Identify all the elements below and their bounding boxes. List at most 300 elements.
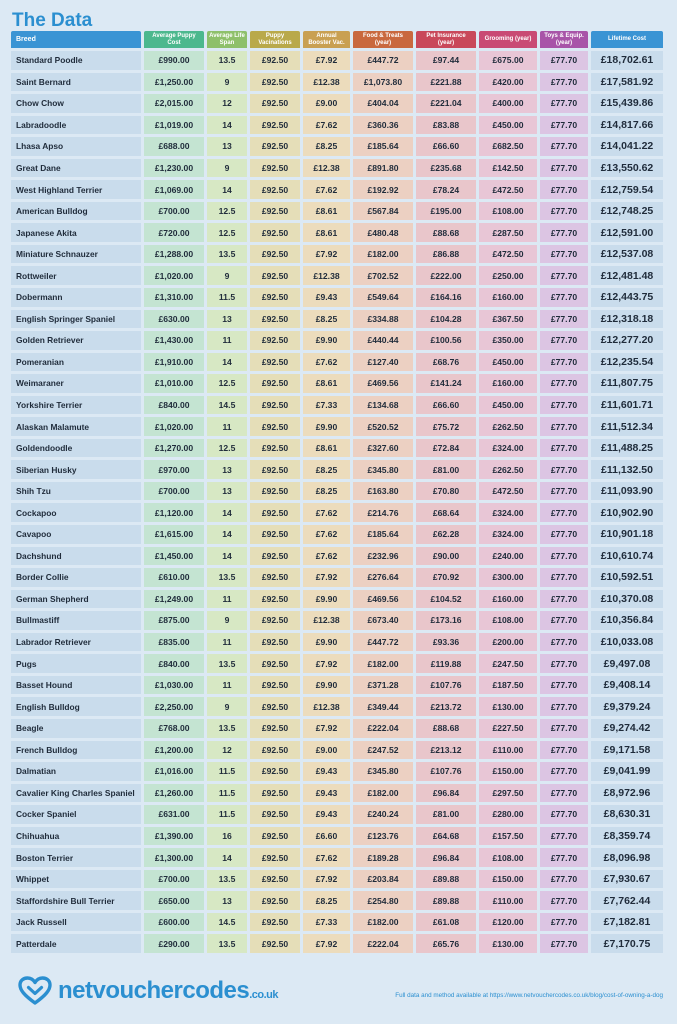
cell-insurance: £164.16 xyxy=(416,288,476,307)
cell-lifetime: £9,274.42 xyxy=(591,719,663,738)
table-row xyxy=(11,223,663,242)
cell-toys: £77.70 xyxy=(540,568,588,587)
cell-lifetime: £8,630.31 xyxy=(591,805,663,824)
cell-toys: £77.70 xyxy=(540,827,588,846)
cell-vaccinations: £92.50 xyxy=(250,934,300,953)
cell-insurance: £70.80 xyxy=(416,482,476,501)
header-booster: Annual Booster Vac. xyxy=(303,31,350,48)
cell-vaccinations: £92.50 xyxy=(250,439,300,458)
cell-food: £222.04 xyxy=(353,934,413,953)
cell-booster: £9.90 xyxy=(303,676,350,695)
cell-life-span: 11 xyxy=(207,590,247,609)
cell-vaccinations: £92.50 xyxy=(250,568,300,587)
table-row xyxy=(11,891,663,910)
table-row xyxy=(11,503,663,522)
cell-toys: £77.70 xyxy=(540,525,588,544)
cell-lifetime: £11,488.25 xyxy=(591,439,663,458)
cell-lifetime: £7,182.81 xyxy=(591,913,663,932)
table-row xyxy=(11,870,663,889)
cell-life-span: 13.5 xyxy=(207,719,247,738)
cell-life-span: 16 xyxy=(207,827,247,846)
table-row xyxy=(11,827,663,846)
cell-life-span: 14 xyxy=(207,525,247,544)
cell-toys: £77.70 xyxy=(540,353,588,372)
cell-grooming: £150.00 xyxy=(479,870,537,889)
cell-vaccinations: £92.50 xyxy=(250,51,300,70)
cell-breed: Beagle xyxy=(11,719,141,738)
cell-toys: £77.70 xyxy=(540,934,588,953)
cell-food: £567.84 xyxy=(353,202,413,221)
cell-food: £214.76 xyxy=(353,503,413,522)
table-row xyxy=(11,805,663,824)
cell-booster: £9.43 xyxy=(303,805,350,824)
cell-booster: £7.92 xyxy=(303,719,350,738)
cell-life-span: 13.5 xyxy=(207,568,247,587)
cell-lifetime: £10,592.51 xyxy=(591,568,663,587)
cell-vaccinations: £92.50 xyxy=(250,805,300,824)
cell-lifetime: £12,235.54 xyxy=(591,353,663,372)
cell-vaccinations: £92.50 xyxy=(250,741,300,760)
header-food: Food & Treats (year) xyxy=(353,31,413,48)
cell-puppy-cost: £835.00 xyxy=(144,633,204,652)
cell-insurance: £104.28 xyxy=(416,310,476,329)
cell-puppy-cost: £720.00 xyxy=(144,223,204,242)
cell-booster: £7.92 xyxy=(303,245,350,264)
table-row xyxy=(11,547,663,566)
cell-grooming: £110.00 xyxy=(479,891,537,910)
cell-lifetime: £11,807.75 xyxy=(591,374,663,393)
cell-booster: £12.38 xyxy=(303,159,350,178)
cell-grooming: £130.00 xyxy=(479,697,537,716)
cell-insurance: £235.68 xyxy=(416,159,476,178)
cell-lifetime: £12,748.25 xyxy=(591,202,663,221)
table-row xyxy=(11,353,663,372)
brand-name: netvouchercodes.co.uk xyxy=(58,977,279,1004)
cell-booster: £8.25 xyxy=(303,482,350,501)
cell-toys: £77.70 xyxy=(540,245,588,264)
cell-breed: Standard Poodle xyxy=(11,51,141,70)
cell-grooming: £108.00 xyxy=(479,848,537,867)
cell-puppy-cost: £1,910.00 xyxy=(144,353,204,372)
cell-breed: Cavapoo xyxy=(11,525,141,544)
cell-food: £440.44 xyxy=(353,331,413,350)
cell-life-span: 9 xyxy=(207,697,247,716)
cell-breed: Shih Tzu xyxy=(11,482,141,501)
cell-grooming: £250.00 xyxy=(479,266,537,285)
cell-toys: £77.70 xyxy=(540,439,588,458)
cell-vaccinations: £92.50 xyxy=(250,913,300,932)
cell-booster: £9.90 xyxy=(303,590,350,609)
cell-puppy-cost: £650.00 xyxy=(144,891,204,910)
cell-booster: £9.90 xyxy=(303,331,350,350)
cell-grooming: £472.50 xyxy=(479,180,537,199)
cell-breed: Lhasa Apso xyxy=(11,137,141,156)
cell-grooming: £160.00 xyxy=(479,288,537,307)
cell-booster: £9.43 xyxy=(303,784,350,803)
cell-toys: £77.70 xyxy=(540,310,588,329)
table-row xyxy=(11,310,663,329)
cell-food: £447.72 xyxy=(353,51,413,70)
cell-booster: £8.25 xyxy=(303,891,350,910)
cell-booster: £9.00 xyxy=(303,741,350,760)
cell-toys: £77.70 xyxy=(540,417,588,436)
cell-puppy-cost: £1,230.00 xyxy=(144,159,204,178)
cell-booster: £7.92 xyxy=(303,51,350,70)
cell-lifetime: £8,972.96 xyxy=(591,784,663,803)
cell-insurance: £97.44 xyxy=(416,51,476,70)
cell-life-span: 14.5 xyxy=(207,396,247,415)
cell-puppy-cost: £1,020.00 xyxy=(144,417,204,436)
cell-grooming: £472.50 xyxy=(479,482,537,501)
cell-food: £345.80 xyxy=(353,762,413,781)
brand-logo[interactable] xyxy=(18,976,278,1006)
cell-breed: Japanese Akita xyxy=(11,223,141,242)
cell-toys: £77.70 xyxy=(540,762,588,781)
cell-life-span: 11.5 xyxy=(207,805,247,824)
cell-grooming: £287.50 xyxy=(479,223,537,242)
cell-life-span: 12.5 xyxy=(207,439,247,458)
table-row xyxy=(11,719,663,738)
cell-insurance: £64.68 xyxy=(416,827,476,846)
cell-puppy-cost: £631.00 xyxy=(144,805,204,824)
cell-vaccinations: £92.50 xyxy=(250,180,300,199)
cell-food: £469.56 xyxy=(353,374,413,393)
cell-life-span: 12.5 xyxy=(207,202,247,221)
cell-breed: Chihuahua xyxy=(11,827,141,846)
cell-toys: £77.70 xyxy=(540,719,588,738)
table-row xyxy=(11,288,663,307)
cell-life-span: 11.5 xyxy=(207,784,247,803)
cell-booster: £8.61 xyxy=(303,374,350,393)
cell-food: £185.64 xyxy=(353,137,413,156)
cell-toys: £77.70 xyxy=(540,697,588,716)
cell-life-span: 11 xyxy=(207,417,247,436)
cell-food: £447.72 xyxy=(353,633,413,652)
cell-puppy-cost: £1,020.00 xyxy=(144,266,204,285)
cell-life-span: 13 xyxy=(207,137,247,156)
cell-insurance: £66.60 xyxy=(416,396,476,415)
cell-booster: £8.25 xyxy=(303,137,350,156)
cell-puppy-cost: £1,260.00 xyxy=(144,784,204,803)
cell-vaccinations: £92.50 xyxy=(250,654,300,673)
cell-insurance: £213.72 xyxy=(416,697,476,716)
cell-insurance: £68.76 xyxy=(416,353,476,372)
cell-toys: £77.70 xyxy=(540,202,588,221)
table-row xyxy=(11,934,663,953)
table-row xyxy=(11,913,663,932)
cell-lifetime: £14,041.22 xyxy=(591,137,663,156)
cell-booster: £7.92 xyxy=(303,568,350,587)
cell-life-span: 13.5 xyxy=(207,934,247,953)
table-row xyxy=(11,525,663,544)
cell-puppy-cost: £1,288.00 xyxy=(144,245,204,264)
cell-food: £276.64 xyxy=(353,568,413,587)
cell-puppy-cost: £610.00 xyxy=(144,568,204,587)
cell-toys: £77.70 xyxy=(540,547,588,566)
cell-grooming: £142.50 xyxy=(479,159,537,178)
cell-booster: £7.92 xyxy=(303,654,350,673)
cell-booster: £7.62 xyxy=(303,116,350,135)
cell-breed: Saint Bernard xyxy=(11,73,141,92)
cell-toys: £77.70 xyxy=(540,116,588,135)
cell-food: £182.00 xyxy=(353,913,413,932)
cell-insurance: £61.08 xyxy=(416,913,476,932)
table-row xyxy=(11,417,663,436)
cell-insurance: £89.88 xyxy=(416,870,476,889)
cell-food: £334.88 xyxy=(353,310,413,329)
cell-insurance: £86.88 xyxy=(416,245,476,264)
cell-lifetime: £12,759.54 xyxy=(591,180,663,199)
cell-booster: £9.90 xyxy=(303,633,350,652)
cell-insurance: £72.84 xyxy=(416,439,476,458)
cell-food: £182.00 xyxy=(353,784,413,803)
cell-lifetime: £8,359.74 xyxy=(591,827,663,846)
cell-grooming: £187.50 xyxy=(479,676,537,695)
cell-lifetime: £18,702.61 xyxy=(591,51,663,70)
cell-booster: £9.90 xyxy=(303,417,350,436)
cell-food: £404.04 xyxy=(353,94,413,113)
cell-lifetime: £7,762.44 xyxy=(591,891,663,910)
cell-vaccinations: £92.50 xyxy=(250,762,300,781)
cell-insurance: £88.68 xyxy=(416,223,476,242)
table-row xyxy=(11,611,663,630)
cell-toys: £77.70 xyxy=(540,460,588,479)
cell-insurance: £81.00 xyxy=(416,460,476,479)
cell-life-span: 11 xyxy=(207,633,247,652)
cell-breed: English Springer Spaniel xyxy=(11,310,141,329)
cell-toys: £77.70 xyxy=(540,137,588,156)
cell-puppy-cost: £990.00 xyxy=(144,51,204,70)
cell-booster: £7.62 xyxy=(303,180,350,199)
cell-lifetime: £12,481.48 xyxy=(591,266,663,285)
cell-life-span: 13 xyxy=(207,482,247,501)
cell-booster: £7.62 xyxy=(303,848,350,867)
cell-vaccinations: £92.50 xyxy=(250,223,300,242)
cell-lifetime: £10,902.90 xyxy=(591,503,663,522)
cell-grooming: £108.00 xyxy=(479,202,537,221)
cell-booster: £8.25 xyxy=(303,310,350,329)
cell-toys: £77.70 xyxy=(540,633,588,652)
cell-lifetime: £7,930.67 xyxy=(591,870,663,889)
cell-insurance: £65.76 xyxy=(416,934,476,953)
cell-lifetime: £12,591.00 xyxy=(591,223,663,242)
source-note[interactable]: Full data and method available at https://www.netvouchercodes.co.uk/blog/cost-of-owning-a-dog xyxy=(395,992,663,999)
cell-lifetime: £9,171.58 xyxy=(591,741,663,760)
cell-grooming: £157.50 xyxy=(479,827,537,846)
cell-puppy-cost: £1,016.00 xyxy=(144,762,204,781)
cell-breed: Labrador Retriever xyxy=(11,633,141,652)
cell-insurance: £81.00 xyxy=(416,805,476,824)
cell-puppy-cost: £1,450.00 xyxy=(144,547,204,566)
cell-insurance: £90.00 xyxy=(416,547,476,566)
cell-food: £891.80 xyxy=(353,159,413,178)
dog-cost-table xyxy=(8,28,666,956)
cell-food: £1,073.80 xyxy=(353,73,413,92)
table-row xyxy=(11,180,663,199)
cell-life-span: 13.5 xyxy=(207,51,247,70)
cell-grooming: £682.50 xyxy=(479,137,537,156)
cell-grooming: £450.00 xyxy=(479,396,537,415)
cell-vaccinations: £92.50 xyxy=(250,827,300,846)
cell-grooming: £110.00 xyxy=(479,741,537,760)
cell-vaccinations: £92.50 xyxy=(250,460,300,479)
cell-vaccinations: £92.50 xyxy=(250,719,300,738)
cell-puppy-cost: £1,300.00 xyxy=(144,848,204,867)
cell-toys: £77.70 xyxy=(540,223,588,242)
cell-life-span: 11 xyxy=(207,676,247,695)
table-row xyxy=(11,654,663,673)
cell-lifetime: £9,497.08 xyxy=(591,654,663,673)
cell-food: £182.00 xyxy=(353,654,413,673)
table-row xyxy=(11,697,663,716)
cell-booster: £7.62 xyxy=(303,525,350,544)
cell-food: £520.52 xyxy=(353,417,413,436)
cell-breed: Whippet xyxy=(11,870,141,889)
cell-vaccinations: £92.50 xyxy=(250,94,300,113)
cell-booster: £7.62 xyxy=(303,547,350,566)
cell-booster: £8.61 xyxy=(303,223,350,242)
cell-insurance: £119.88 xyxy=(416,654,476,673)
cell-puppy-cost: £1,390.00 xyxy=(144,827,204,846)
cell-food: £349.44 xyxy=(353,697,413,716)
cell-breed: Boston Terrier xyxy=(11,848,141,867)
cell-puppy-cost: £700.00 xyxy=(144,202,204,221)
cell-lifetime: £17,581.92 xyxy=(591,73,663,92)
cell-lifetime: £10,370.08 xyxy=(591,590,663,609)
cell-puppy-cost: £2,250.00 xyxy=(144,697,204,716)
cell-insurance: £75.72 xyxy=(416,417,476,436)
cell-vaccinations: £92.50 xyxy=(250,590,300,609)
cell-insurance: £221.04 xyxy=(416,94,476,113)
cell-breed: Great Dane xyxy=(11,159,141,178)
cell-puppy-cost: £1,069.00 xyxy=(144,180,204,199)
cell-lifetime: £9,379.24 xyxy=(591,697,663,716)
cell-grooming: £324.00 xyxy=(479,525,537,544)
cell-booster: £7.33 xyxy=(303,913,350,932)
cell-grooming: £262.50 xyxy=(479,417,537,436)
cell-breed: Jack Russell xyxy=(11,913,141,932)
cell-life-span: 13.5 xyxy=(207,654,247,673)
header-grooming: Grooming (year) xyxy=(479,31,537,48)
cell-breed: American Bulldog xyxy=(11,202,141,221)
cell-toys: £77.70 xyxy=(540,848,588,867)
cell-grooming: £262.50 xyxy=(479,460,537,479)
cell-grooming: £120.00 xyxy=(479,913,537,932)
cell-toys: £77.70 xyxy=(540,891,588,910)
cell-toys: £77.70 xyxy=(540,374,588,393)
table-row xyxy=(11,633,663,652)
cell-breed: Pomeranian xyxy=(11,353,141,372)
table-header-row xyxy=(11,31,663,48)
cell-food: £192.92 xyxy=(353,180,413,199)
cell-breed: Miniature Schnauzer xyxy=(11,245,141,264)
cell-toys: £77.70 xyxy=(540,288,588,307)
cell-breed: Yorkshire Terrier xyxy=(11,396,141,415)
cell-life-span: 9 xyxy=(207,159,247,178)
cell-booster: £7.62 xyxy=(303,353,350,372)
cell-puppy-cost: £700.00 xyxy=(144,870,204,889)
cell-breed: Cavalier King Charles Spaniel xyxy=(11,784,141,803)
cell-vaccinations: £92.50 xyxy=(250,870,300,889)
cell-life-span: 11.5 xyxy=(207,288,247,307)
cell-puppy-cost: £600.00 xyxy=(144,913,204,932)
cell-puppy-cost: £700.00 xyxy=(144,482,204,501)
cell-breed: Cockapoo xyxy=(11,503,141,522)
cell-lifetime: £13,550.62 xyxy=(591,159,663,178)
cell-vaccinations: £92.50 xyxy=(250,202,300,221)
cell-life-span: 13.5 xyxy=(207,870,247,889)
cell-breed: West Highland Terrier xyxy=(11,180,141,199)
cell-breed: Labradoodle xyxy=(11,116,141,135)
cell-vaccinations: £92.50 xyxy=(250,417,300,436)
table-row xyxy=(11,439,663,458)
table-row xyxy=(11,460,663,479)
cell-food: £185.64 xyxy=(353,525,413,544)
table-row xyxy=(11,590,663,609)
cell-food: £345.80 xyxy=(353,460,413,479)
cell-life-span: 13 xyxy=(207,460,247,479)
cell-puppy-cost: £875.00 xyxy=(144,611,204,630)
cell-food: £134.68 xyxy=(353,396,413,415)
cell-booster: £8.61 xyxy=(303,439,350,458)
table-row xyxy=(11,51,663,70)
cell-life-span: 12.5 xyxy=(207,223,247,242)
cell-vaccinations: £92.50 xyxy=(250,784,300,803)
cell-vaccinations: £92.50 xyxy=(250,547,300,566)
cell-breed: Staffordshire Bull Terrier xyxy=(11,891,141,910)
cell-life-span: 13.5 xyxy=(207,245,247,264)
cell-toys: £77.70 xyxy=(540,94,588,113)
cell-vaccinations: £92.50 xyxy=(250,266,300,285)
cell-grooming: £420.00 xyxy=(479,73,537,92)
cell-life-span: 9 xyxy=(207,266,247,285)
cell-puppy-cost: £840.00 xyxy=(144,396,204,415)
cell-insurance: £93.36 xyxy=(416,633,476,652)
cell-toys: £77.70 xyxy=(540,676,588,695)
cell-booster: £12.38 xyxy=(303,73,350,92)
cell-toys: £77.70 xyxy=(540,805,588,824)
cell-life-span: 14 xyxy=(207,353,247,372)
cell-life-span: 11 xyxy=(207,331,247,350)
cell-grooming: £324.00 xyxy=(479,503,537,522)
cell-puppy-cost: £970.00 xyxy=(144,460,204,479)
cell-breed: Cocker Spaniel xyxy=(11,805,141,824)
table-row xyxy=(11,762,663,781)
cell-food: £247.52 xyxy=(353,741,413,760)
cell-vaccinations: £92.50 xyxy=(250,396,300,415)
cell-breed: Weimaraner xyxy=(11,374,141,393)
cell-grooming: £160.00 xyxy=(479,590,537,609)
cell-vaccinations: £92.50 xyxy=(250,116,300,135)
cell-lifetime: £9,408.14 xyxy=(591,676,663,695)
cell-insurance: £89.88 xyxy=(416,891,476,910)
cell-life-span: 14 xyxy=(207,848,247,867)
cell-insurance: £78.24 xyxy=(416,180,476,199)
cell-food: £127.40 xyxy=(353,353,413,372)
header-insurance: Pet Insurance (year) xyxy=(416,31,476,48)
cell-grooming: £150.00 xyxy=(479,762,537,781)
cell-grooming: £350.00 xyxy=(479,331,537,350)
cell-toys: £77.70 xyxy=(540,590,588,609)
cell-lifetime: £11,512.34 xyxy=(591,417,663,436)
cell-vaccinations: £92.50 xyxy=(250,288,300,307)
cell-booster: £12.38 xyxy=(303,266,350,285)
cell-food: £240.24 xyxy=(353,805,413,824)
table-row xyxy=(11,94,663,113)
cell-breed: German Shepherd xyxy=(11,590,141,609)
cell-vaccinations: £92.50 xyxy=(250,482,300,501)
cell-food: £371.28 xyxy=(353,676,413,695)
